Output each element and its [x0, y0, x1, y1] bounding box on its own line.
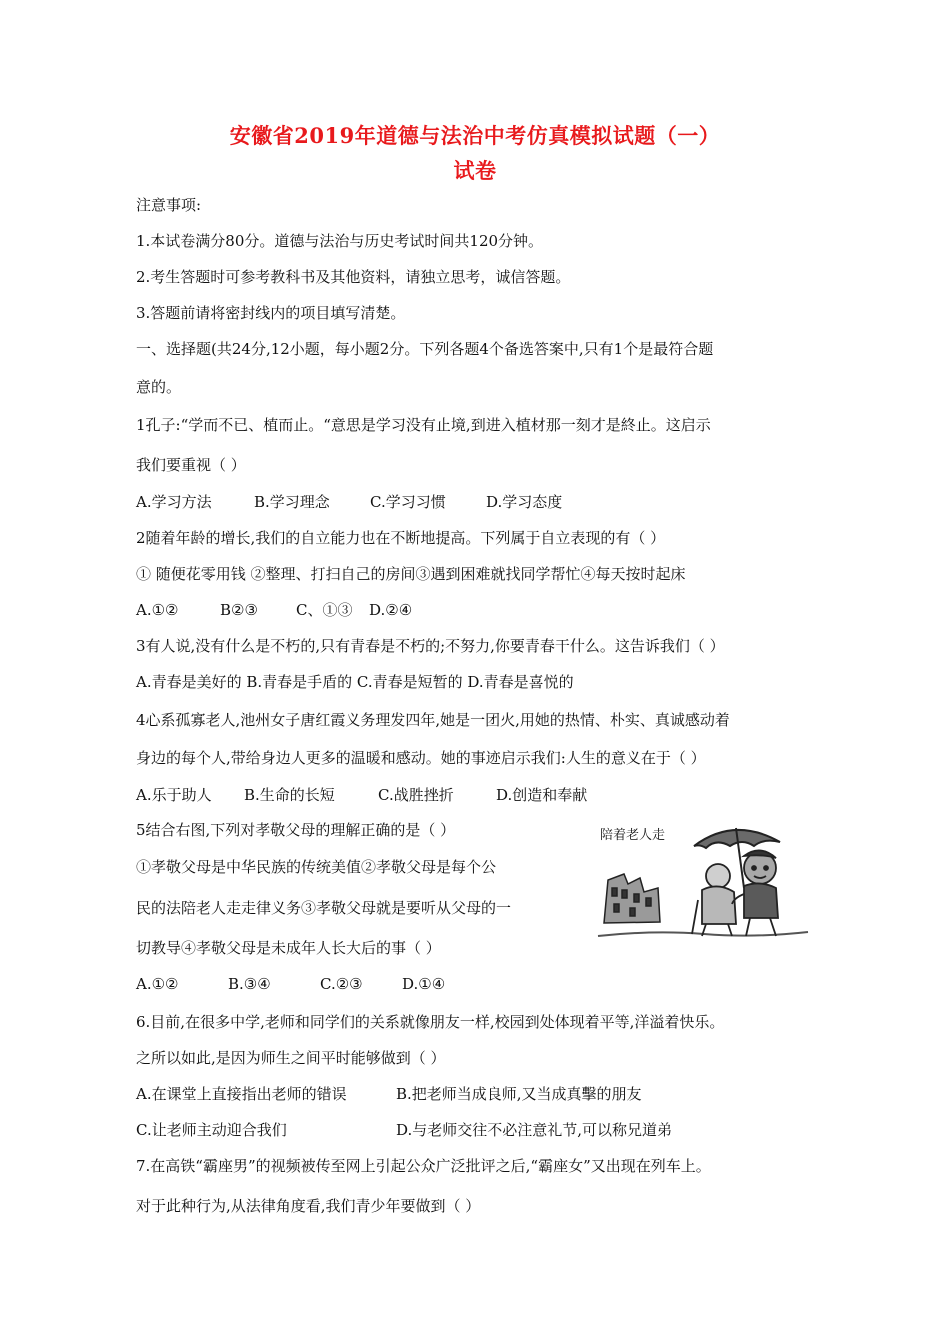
q6-option-a: A.在课堂上直接指出老师的错误 — [136, 1085, 347, 1103]
q4-option-c: C.战胜挫折 — [378, 786, 454, 804]
q2-option-c: C、①③ — [296, 601, 353, 619]
question-2-items: ① 随便花零用钱 ②整理、打扫自己的房间③遇到困难就找同学帮忙④每天按时起床 — [136, 565, 686, 583]
q2-option-d: D.②④ — [369, 601, 413, 619]
q2-option-a: A.①② — [136, 601, 179, 619]
q4-option-d: D.创造和奉献 — [496, 786, 588, 804]
note-item: 3.答题前请将密封线内的项目填写清楚。 — [136, 304, 406, 322]
question-4-stem: 4心系孤寡老人,池州女子唐红霞义务理发四年,她是一团火,用她的热情、朴实、真诚感动着 — [136, 711, 730, 729]
q1-option-a: A.学习方法 — [136, 493, 212, 511]
q6-option-b: B.把老师当成良师,又当成真擊的朋友 — [396, 1085, 642, 1103]
child-icon — [732, 850, 778, 936]
question-3-stem: 3有人说,没有什么是不朽的,只有青春是不朽的;不努力,你要青春干什么。这告诉我们（ ） — [136, 637, 725, 655]
question-3-options: A.青春是美好的 B.青春是手盾的 C.青春是短暂的 D.青春是喜悦的 — [136, 673, 574, 691]
exam-title: 安徽省2019年道德与法治中考仿真模拟试题（一） — [229, 123, 721, 148]
question-1-stem-cont: 我们要重视（ ） — [136, 456, 246, 474]
section-instructions: 一、选择题(共24分,12小题，每小题2分。下列各题4个备选答案中,只有1个是最符合题 — [136, 340, 714, 358]
q5-option-c: C.②③ — [320, 975, 363, 993]
figure-caption: 陪着老人走 — [600, 828, 666, 843]
q2-option-b: B②③ — [220, 601, 258, 619]
note-item: 1.本试卷满分80分。道德与法治与历史考试时间共120分钟。 — [136, 232, 544, 250]
question-6-stem: 6.目前,在很多中学,老师和同学们的关系就像朋友一样,校园到处体现着平等,洋溢着快乐。 — [136, 1013, 725, 1031]
section-instructions-cont: 意的。 — [136, 378, 182, 396]
question-4-stem-cont: 身边的每个人,带给身边人更多的温暖和感动。她的事迹启示我们:人生的意义在于（ ） — [136, 749, 706, 767]
question-7-stem: 7.在高铁“霸座男”的视频被传至网上引起公众广泛批评之后,“霸座女”又出现在列车上。 — [136, 1157, 711, 1175]
q5-option-d: D.①④ — [402, 975, 446, 993]
q1-option-c: C.学习习惯 — [370, 493, 446, 511]
q5-option-b: B.③④ — [228, 975, 271, 993]
question-7-stem-cont: 对于此种行为,从法律角度看,我们青少年要做到（ ） — [136, 1197, 481, 1215]
question-2-stem: 2随着年龄的增长,我们的自立能力也在不断地提高。下列属于自立表现的有（ ） — [136, 529, 666, 547]
question-1-stem: 1孔子:“学而不已、植而止。“意思是学习没有止境,到进入植材那一刻才是終止。这启示 — [136, 416, 711, 434]
q6-option-d: D.与老师交往不必注意礼节,可以称兄道弟 — [396, 1121, 673, 1139]
q1-option-b: B.学习理念 — [254, 493, 330, 511]
q4-option-a: A.乐于助人 — [136, 786, 212, 804]
buildings-icon — [604, 874, 660, 923]
question-6-stem-cont: 之所以如此,是因为师生之间平时能够做到（ ） — [136, 1049, 446, 1067]
q5-option-a: A.①② — [136, 975, 179, 993]
exam-subtitle: 试卷 — [453, 158, 497, 183]
elderly-walk-illustration — [594, 818, 812, 942]
elderly-person-icon — [692, 864, 736, 936]
q4-option-b: B.生命的长短 — [244, 786, 335, 804]
question-5-item-line: 切教导④孝敬父母是未成年人长大后的事（ ） — [136, 939, 441, 957]
question-5-item-line: ①孝敬父母是中华民族的传统美值②孝敬父母是每个公 — [136, 858, 497, 876]
question-5-stem: 5结合右图,下列对孝敬父母的理解正确的是（ ） — [136, 821, 456, 839]
question-5-item-line: 民的法陪老人走走律义务③孝敬父母就是要听从父母的一 — [136, 899, 512, 917]
notes-heading: 注意事项: — [136, 196, 202, 214]
q1-option-d: D.学习态度 — [486, 493, 563, 511]
note-item: 2.考生答题时可参考教科书及其他资料，请独立思考，诚信答题。 — [136, 268, 571, 286]
q6-option-c: C.让老师主动迎合我们 — [136, 1121, 287, 1139]
